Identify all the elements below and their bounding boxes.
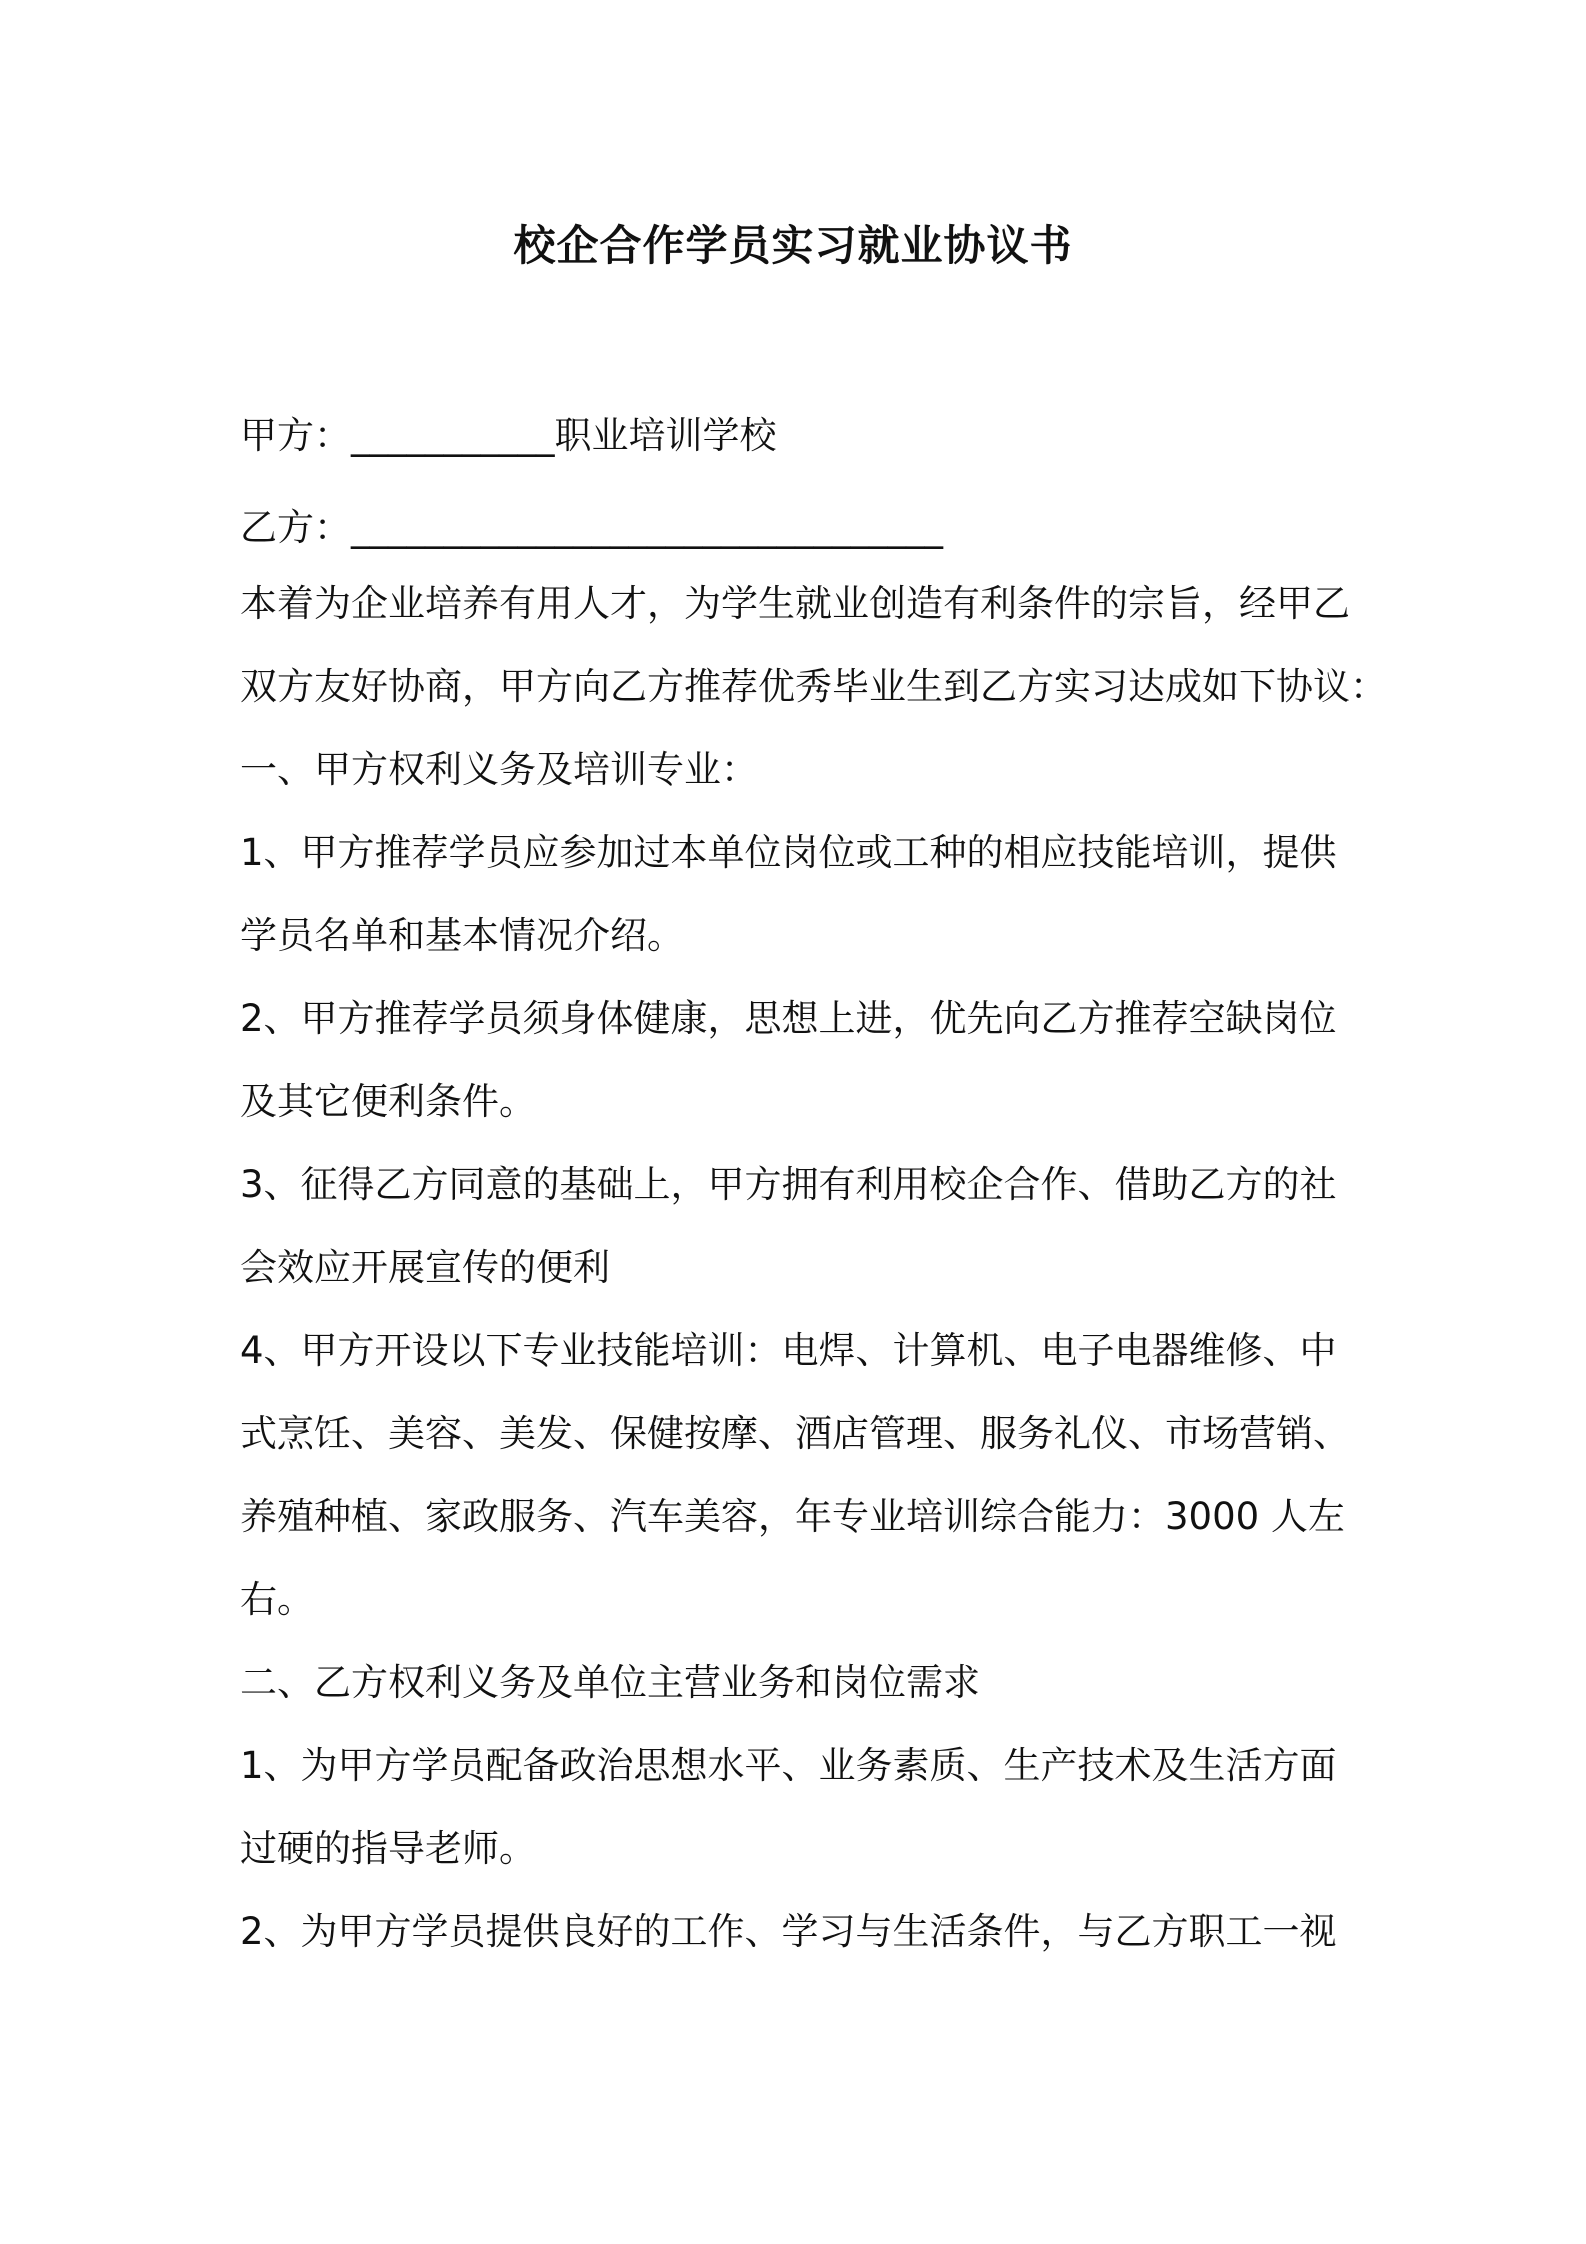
- party-a-line: 甲方：___________职业培训学校: [240, 414, 777, 457]
- body-line: 本着为企业培养有用人才，为学生就业创造有利条件的宗旨，经甲乙: [240, 582, 1350, 625]
- clause-line: 过硬的指导老师。: [240, 1827, 536, 1870]
- clause-line: 式烹饪、美容、美发、保健按摩、酒店管理、服务礼仪、市场营销、: [240, 1412, 1350, 1455]
- document-title: 校企合作学员实习就业协议书: [513, 221, 1073, 270]
- clause-line: 2、为甲方学员提供良好的工作、学习与生活条件，与乙方职工一视: [240, 1910, 1337, 1953]
- clause-line: 养殖种植、家政服务、汽车美容，年专业培训综合能力：3000 人左: [240, 1495, 1345, 1538]
- section-heading: 二、乙方权利义务及单位主营业务和岗位需求: [240, 1661, 980, 1704]
- clause-line: 1、为甲方学员配备政治思想水平、业务素质、生产技术及生活方面: [240, 1744, 1337, 1787]
- clause-line: 右。: [240, 1578, 314, 1621]
- party-b-line: 乙方：________________________________: [240, 506, 943, 549]
- clause-line: 2、甲方推荐学员须身体健康，思想上进，优先向乙方推荐空缺岗位: [240, 997, 1337, 1040]
- clause-line: 及其它便利条件。: [240, 1080, 536, 1123]
- body-line: 双方友好协商，甲方向乙方推荐优秀毕业生到乙方实习达成如下协议：: [240, 665, 1387, 708]
- clause-line: 会效应开展宣传的便利: [240, 1246, 610, 1289]
- clause-line: 3、征得乙方同意的基础上，甲方拥有利用校企合作、借助乙方的社: [240, 1163, 1337, 1206]
- section-heading: 一、甲方权利义务及培训专业：: [240, 748, 758, 791]
- clause-line: 4、甲方开设以下专业技能培训：电焊、计算机、电子电器维修、中: [240, 1329, 1337, 1372]
- clause-line: 学员名单和基本情况介绍。: [240, 914, 684, 957]
- clause-line: 1、甲方推荐学员应参加过本单位岗位或工种的相应技能培训，提供: [240, 831, 1337, 874]
